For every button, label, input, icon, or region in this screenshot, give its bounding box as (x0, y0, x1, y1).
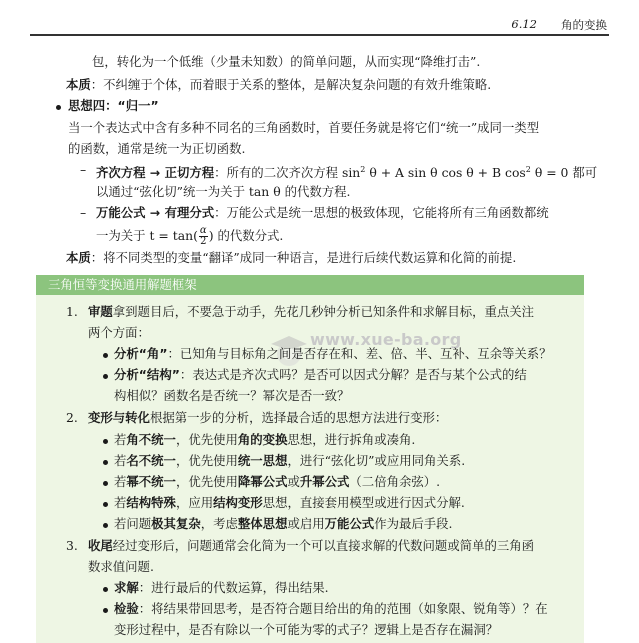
step-1 (88, 303, 534, 321)
bullet-icon (103, 353, 108, 358)
bullet-keyword: 整体思想 (237, 516, 288, 531)
step-number: 3. (66, 538, 78, 553)
step1-bullet-angle (114, 345, 552, 363)
step-text: 拿到题目后，不要急于动手，先花几秒钟分析已知条件和求解目标，重点关注 (112, 304, 535, 319)
bullet-icon (103, 481, 108, 486)
bullet-keyword: 角不统一 (126, 432, 176, 447)
step-number: 1. (66, 304, 78, 319)
step3-bullet-solve (114, 579, 329, 597)
step3-bullet-check (114, 600, 548, 618)
sub-item-line: 以通过“弦化切”统一为关于 tan θ 的代数方程. (96, 184, 351, 199)
bullet-keyword: 名不统一 (126, 453, 176, 468)
bullet-icon (103, 523, 108, 528)
essence-text: ：将不同类型的变量“翻译”成同一种语言，是进行后续代数运算和化简的前提. (90, 250, 517, 265)
step2-bullet (114, 515, 453, 533)
step-line: 数求值问题. (88, 559, 154, 574)
bullet-keyword: 万能公式 (324, 516, 375, 531)
sub-item-text: θ + A sin θ cos θ + B cos (365, 165, 526, 181)
bullet-label: 分析“结构” (114, 367, 180, 382)
bullet-text: ，优先使用 (175, 432, 238, 447)
paragraph-line: 包，转化为一个低维（少量未知数）的简单问题，从而实现“降维打击”. (92, 54, 481, 69)
running-header (30, 16, 609, 36)
watermark-text: www.xue-ba.org (310, 330, 462, 349)
bullet-text: 若 (114, 495, 127, 510)
bullet-icon (103, 374, 108, 379)
bullet-text: 或启用 (287, 516, 325, 531)
step-label: 审题 (88, 304, 113, 319)
sub-item-line (96, 226, 283, 247)
fraction (199, 226, 208, 247)
bullet-text: 作为最后手段. (374, 516, 453, 531)
bullet-icon (103, 502, 108, 507)
step-label: 收尾 (88, 538, 113, 553)
idea4-title: 思想四：“归一” (68, 98, 159, 113)
bullet-icon (103, 587, 108, 592)
bullet-keyword: 结构特殊 (126, 495, 176, 510)
bullet-text: ：已知角与目标角之间是否存在和、差、倍、半、互补、互余等关系？ (167, 346, 552, 361)
step-text: 根据第一步的分析，选择最合适的思想方法进行变形： (149, 410, 448, 425)
section-number: 6.12 (511, 17, 537, 31)
step2-bullet (114, 494, 465, 512)
sub-item-text: ：所有的二次齐次方程 sin (214, 165, 361, 181)
bullet-icon (56, 105, 61, 110)
sub-item-text: θ = 0 都可 (530, 165, 598, 181)
dash-icon: – (80, 205, 87, 220)
bullet-text: 思想，进行拆角或凑角. (287, 432, 416, 447)
bullet-keyword: 降幂公式 (237, 474, 288, 489)
step2-bullet (114, 452, 465, 470)
sub-item-title: 万能公式 → 有理分式 (96, 205, 215, 220)
bullet-text: ：表达式是齐次式吗？是否可以因式分解？是否与某个公式的结 (179, 367, 527, 382)
bullet-label: 分析“角” (114, 346, 168, 361)
step-line: 两个方面： (88, 325, 150, 340)
bullet-icon (103, 439, 108, 444)
header-rule (30, 34, 609, 36)
essence-text: ：不纠缠于个体，而着眼于关系的整体，是解决复杂问题的有效升维策略. (90, 77, 492, 92)
bullet-text: ：进行最后的代数运算，得出结果. (138, 580, 329, 595)
essence-label: 本质 (66, 250, 91, 265)
essence-label: 本质 (66, 77, 91, 92)
bullet-text: ，优先使用 (175, 453, 238, 468)
section-title: 角的变换 (561, 18, 607, 32)
bullet-keyword: 统一思想 (237, 453, 288, 468)
bullet-keyword: 角的变换 (237, 432, 288, 447)
step-3 (88, 537, 534, 555)
bullet-text: ：将结果带回思考，是否符合题目给出的角的范围（如象限、锐角等）？在 (138, 601, 548, 616)
step2-bullet (114, 431, 415, 449)
bullet-text: （二倍角余弦）. (349, 474, 441, 489)
paragraph-line: 的函数，通常是统一为正切函数. (68, 141, 246, 156)
bullet-label: 求解 (114, 580, 139, 595)
sub-item-title: 齐次方程 → 正切方程 (96, 165, 215, 181)
bullet-text: ，进行“弦化切”或应用同角关系. (287, 453, 466, 468)
bullet-keyword: 结构变形 (213, 495, 263, 510)
bullet-text: 或 (287, 474, 300, 489)
fraction-denominator: 2 (200, 236, 207, 247)
bullet-label: 检验 (114, 601, 139, 616)
bullet-icon (103, 608, 108, 613)
essence-line (66, 76, 491, 94)
step-text: 经过变形后，问题通常会化简为一个可以直接求解的代数问题或简单的三角函 (112, 538, 535, 553)
bullet-text: 若问题 (114, 516, 152, 531)
bullet-text: 若 (114, 432, 127, 447)
step-2 (88, 409, 447, 427)
sub-item-text: ) 的代数分式. (208, 228, 284, 243)
framework-box-title: 三角恒等变换通用解题框架 (48, 277, 197, 292)
bullet-text: 若 (114, 453, 127, 468)
bullet-text: ，考虑 (200, 516, 238, 531)
bullet-line: 变形过程中，是否有除以一个可能为零的式子？逻辑上是否存在漏洞？ (114, 622, 499, 637)
bullet-text: 若 (114, 474, 127, 489)
paragraph-line: 当一个表达式中含有多种不同名的三角函数时，首要任务就是将它们“统一”成同一类型 (68, 120, 540, 135)
essence-line (66, 249, 516, 267)
step-number: 2. (66, 410, 78, 425)
bullet-text: ，优先使用 (175, 474, 238, 489)
step1-bullet-structure (114, 366, 527, 384)
bullet-text: ，应用 (175, 495, 214, 510)
bullet-keyword: 升幂公式 (299, 474, 350, 489)
fraction-numerator: α (199, 225, 207, 236)
sub-item-text: ：万能公式是统一思想的极致体现，它能将所有三角函数都统 (214, 205, 549, 220)
bullet-icon (103, 460, 108, 465)
sub-item-homogeneous: 齐次方程 → 正切方程：所有的二次齐次方程 $\sin^2 \theta + A$ sin θ cos θ + B $\cos^2 \theta = 0$ 都可 (96, 165, 598, 181)
framework-box-title-bar (36, 275, 584, 295)
bullet-text: 思想，直接套用模型或进行因式分解. (262, 495, 465, 510)
bullet-keyword: 幂不统一 (126, 474, 176, 489)
bullet-line: 构相似？函数名是否统一？幂次是否一致？ (114, 388, 350, 403)
sub-item-universal (96, 204, 549, 222)
step-label: 变形与转化 (88, 410, 150, 425)
bullet-keyword: 极其复杂 (151, 516, 201, 531)
step2-bullet (114, 473, 440, 491)
sub-item-text: 一为关于 t = tan( (96, 228, 198, 243)
dash-icon: – (80, 162, 87, 177)
